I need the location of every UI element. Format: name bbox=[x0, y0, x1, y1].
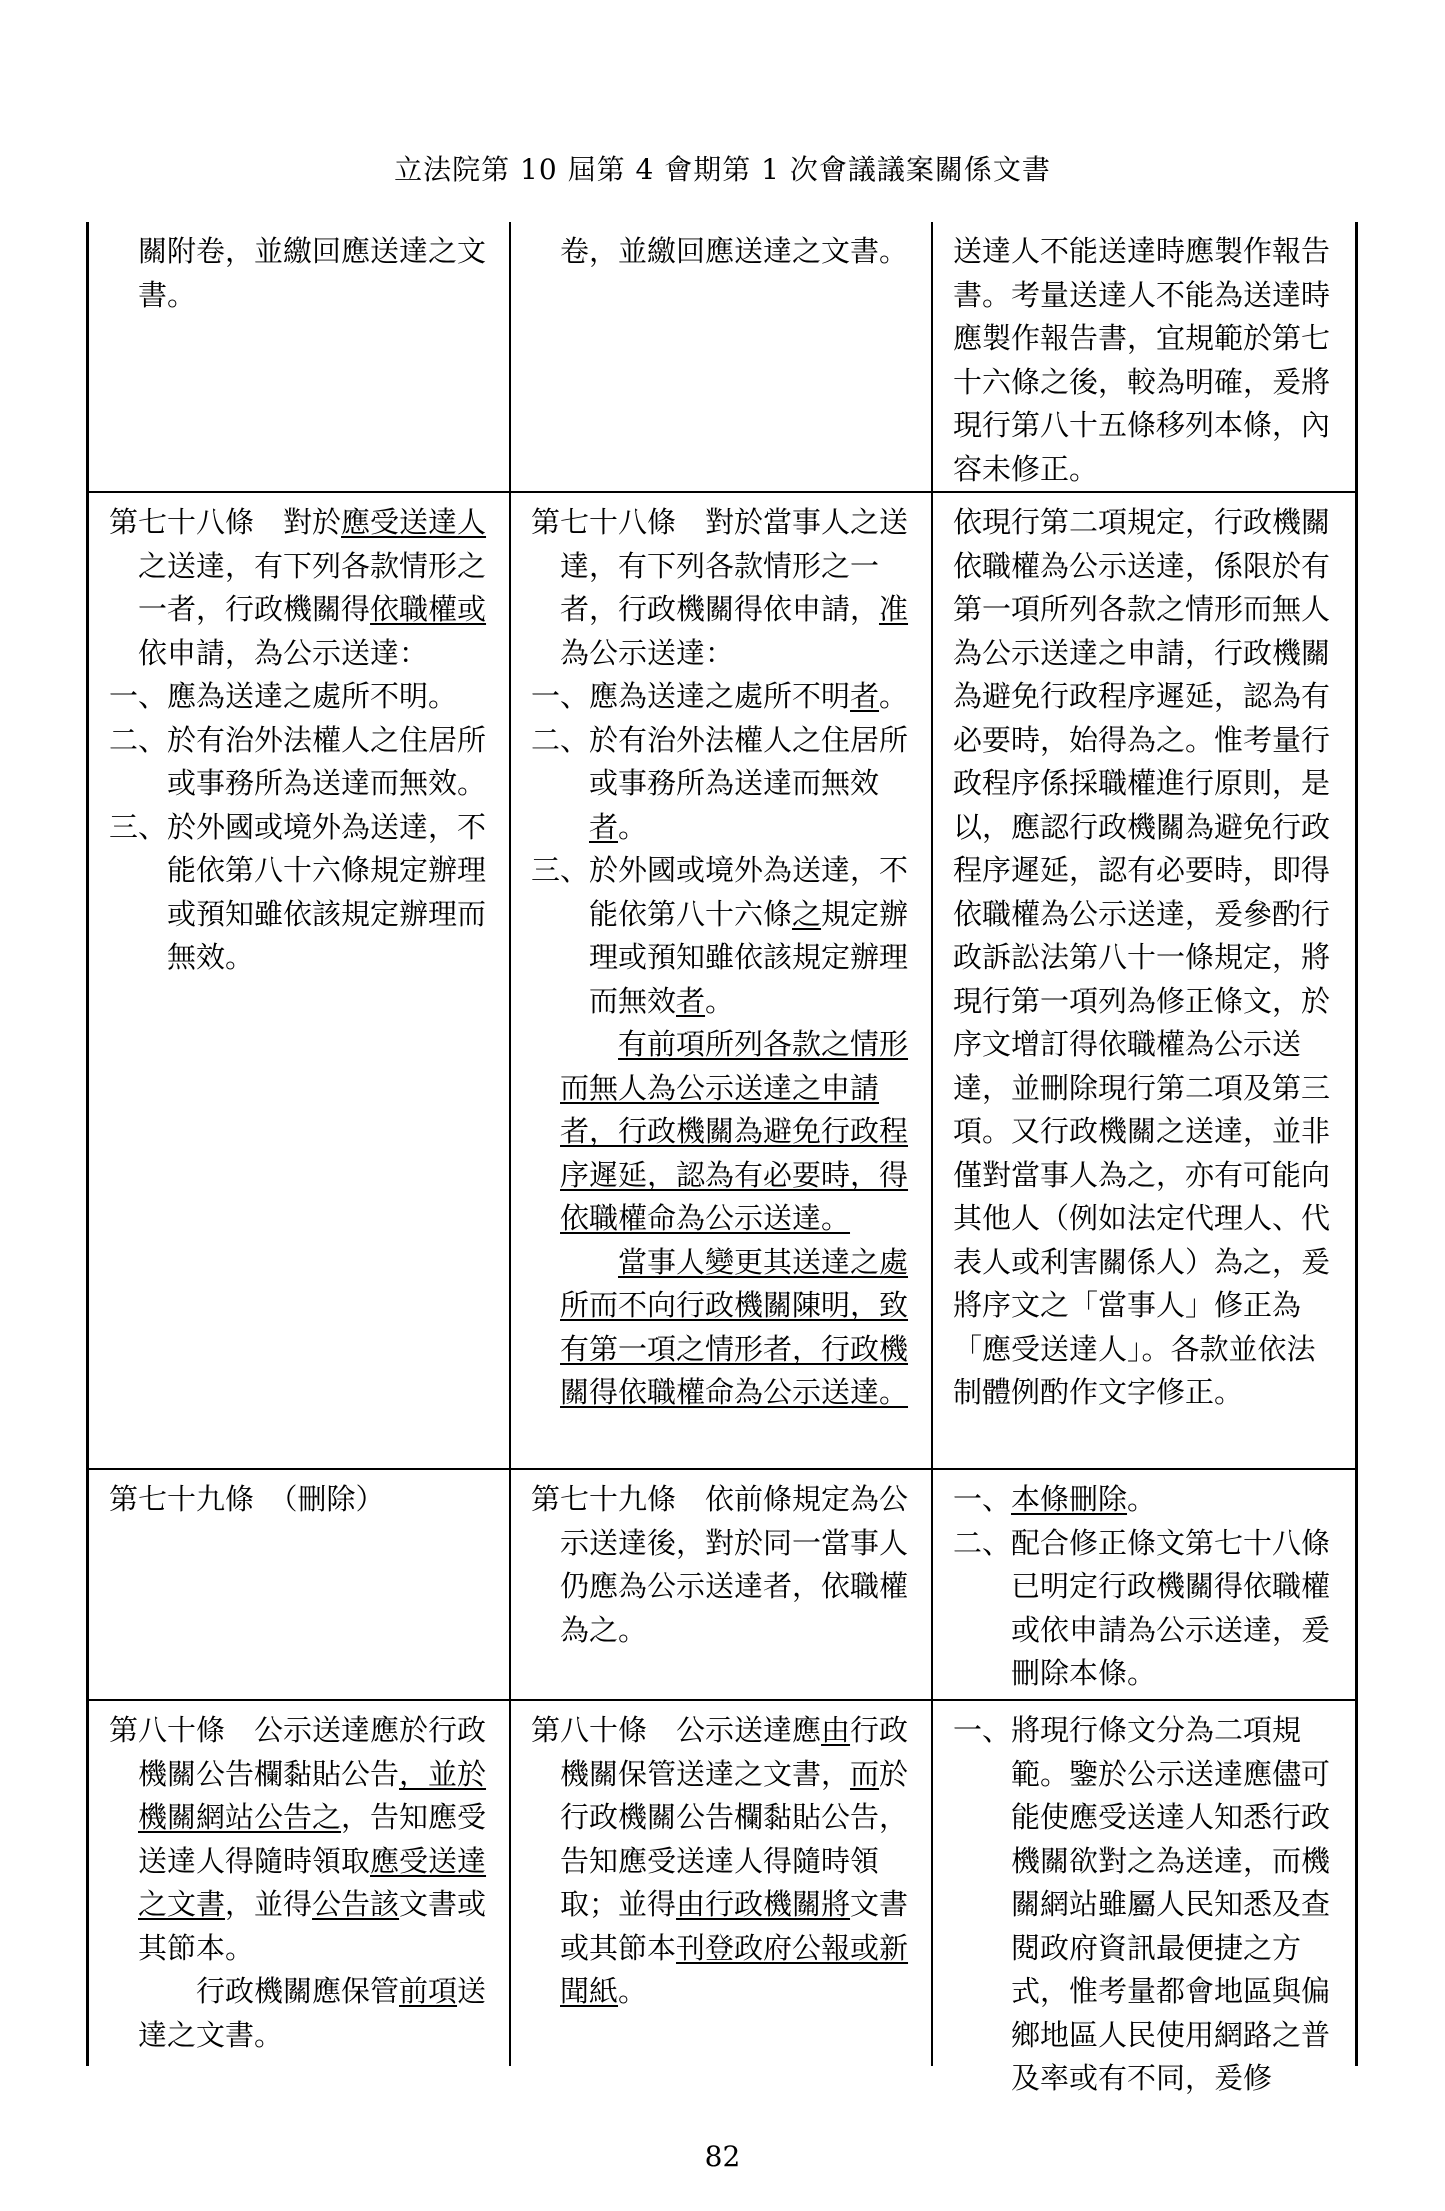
text-span: 。 bbox=[1127, 1482, 1157, 1516]
paragraph-3: 當事人變更其送達之處所而不向行政機關陳明，致有第一項之情形者，行政機關得依職權命為公示送達。 bbox=[560, 1244, 909, 1409]
explanation-cell bbox=[933, 1470, 1355, 1699]
explanation-cell bbox=[933, 493, 1355, 1468]
text-span: 行政機關保管送達之文書， bbox=[560, 1713, 909, 1791]
underlined-text: 刊登政府公報或新聞紙 bbox=[560, 1930, 909, 2008]
list-item: 二、配合修正條文第七十八條已明定行政機關得依職權或依申請為公示送達，爰刪除本條。 bbox=[953, 1525, 1331, 1690]
current-text-cell bbox=[511, 493, 933, 1468]
article-intro bbox=[531, 501, 915, 675]
amended-text-cell bbox=[89, 493, 511, 1468]
underlined-text: 者 bbox=[676, 983, 706, 1018]
text-span: 。 bbox=[879, 679, 909, 713]
article-paragraph bbox=[109, 1709, 493, 1970]
current-text-cell bbox=[511, 222, 933, 491]
text-span: 為公示送達： bbox=[560, 635, 735, 670]
table-row bbox=[89, 493, 1355, 1470]
underlined-text: 由行政機關將 bbox=[676, 1887, 851, 1921]
underlined-text: 應受送達之文書 bbox=[138, 1843, 487, 1921]
list-item bbox=[531, 719, 915, 850]
amended-text-cell bbox=[89, 1470, 511, 1699]
text-span: ，並得 bbox=[225, 1887, 313, 1921]
text-span: 。 bbox=[618, 809, 648, 844]
table-row bbox=[89, 1470, 1355, 1701]
cell-text: 第七十九條 依前條規定為公示送達後，對於同一當事人仍應為公示送達者，依職權為之。 bbox=[531, 1482, 909, 1647]
underlined-text: 之 bbox=[792, 896, 822, 931]
page-number: 82 bbox=[704, 2140, 741, 2173]
paragraph-block bbox=[531, 1023, 915, 1241]
text-span: 於行政機關公告欄黏貼公告，告知應受送達人得隨時領取；並得 bbox=[560, 1756, 909, 1921]
text-span: 第七十八條 對於 bbox=[109, 505, 342, 539]
text-span: 。 bbox=[618, 1974, 648, 2008]
list-item bbox=[953, 1478, 1339, 1522]
text-span: 依申請，為公示送達： bbox=[138, 635, 429, 670]
cell-text: 卷，並繳回應送達之文書。 bbox=[560, 234, 909, 268]
underlined-text: 應受送達人 bbox=[341, 505, 487, 539]
list-item: 一、應為送達之處所不明。 bbox=[109, 679, 458, 713]
text-span: 規定辦理或預知雖依該規定辦理而無效 bbox=[589, 896, 909, 1018]
article-intro bbox=[109, 501, 493, 675]
explanation-cell bbox=[933, 222, 1355, 491]
list-item: 一、將現行條文分為二項規範。鑒於公示送達應儘可能使應受送達人知悉行政機關欲對之為送達，而機關網站雖屬人民知悉及查閱政府資訊最便捷之方式，惟考量都會地區與偏鄉地區人民使用網路之普及率或有不同，爰修 bbox=[953, 1713, 1331, 2095]
text-span: 第七十八條 對於當事人之送達，有下列各款情形之一者，行政機關得依申請， bbox=[531, 505, 909, 626]
cell-text: 依現行第二項規定，行政機關依職權為公示送達，係限於有第一項所列各款之情形而無人為公示送達之申請，行政機關為避免行政程序遲延，認為有必要時，始得為之。惟考量行政程序係採職權進行原則，是以，應認行政機關為避免行政程序遲延，認有必要時，即得依職權為公示送達，爰參酌行政訴訟法第八十一條規定，將現行第一項列為修正條文，於序文增訂得依職權為公示送達，並刪除現行第二項及第三項。又行政機關之送達，並非僅對當事人為之，亦有可能向其他人（例如法定代理人、代表人或利害關係人）為之，爰將序文之「當事人」修正為「應受送達人」。各款並依法制體例酌作文字修正。 bbox=[953, 505, 1331, 1409]
text-span: 三、於外國或境外為送達，不能依第八十六條 bbox=[531, 853, 909, 931]
text-span: 第八十條 公示送達應於行政機關公告欄黏貼公告 bbox=[109, 1713, 487, 1791]
article-paragraph-2 bbox=[138, 1970, 493, 2057]
underlined-text: 者 bbox=[589, 809, 619, 844]
underlined-text: 由 bbox=[821, 1713, 851, 1747]
list-item bbox=[531, 675, 915, 719]
underlined-text: 前項 bbox=[399, 1974, 458, 2008]
underlined-text: 依職權或 bbox=[370, 592, 487, 626]
amended-text-cell bbox=[89, 1701, 511, 2066]
cell-text: 關附卷，並繳回應送達之文書。 bbox=[138, 234, 487, 312]
current-text-cell bbox=[511, 1701, 933, 2066]
underlined-text: 者 bbox=[850, 679, 880, 713]
article-paragraph bbox=[531, 1709, 915, 2014]
table-row bbox=[89, 1701, 1355, 2095]
text-span: 送達之文書。 bbox=[138, 1974, 487, 2052]
cell-text: 第七十九條 （刪除） bbox=[109, 1482, 385, 1516]
document-header: 立法院第 10 屆第 4 會期第 1 次會議議案關係文書 bbox=[394, 153, 1051, 186]
text-span: 文書或其節本。 bbox=[138, 1887, 487, 1965]
text-span: 一、應為送達之處所不明 bbox=[531, 679, 851, 713]
list-item: 三、於外國或境外為送達，不能依第八十六條規定辦理或預知雖依該規定辦理而無效。 bbox=[109, 809, 487, 974]
text-span: ，告知應受送達人得隨時領取 bbox=[138, 1800, 487, 1878]
underlined-text: 公告該 bbox=[312, 1887, 400, 1921]
list-item: 二、於有治外法權人之住居所或事務所為送達而無效。 bbox=[109, 722, 487, 800]
text-span: 。 bbox=[705, 983, 735, 1018]
paragraph-2: 有前項所列各款之情形而無人為公示送達之申請者，行政機關為避免行政程序遲延，認為有必要時，得依職權命為公示送達。 bbox=[560, 1027, 909, 1235]
cell-text: 送達人不能送達時應製作報告書。考量送達人不能為送達時應製作報告書，宜規範於第七十六條之後，較為明確，爰將現行第八十五條移列本條，內容未修正。 bbox=[953, 234, 1331, 486]
list-item bbox=[531, 849, 915, 1023]
text-span: 二、於有治外法權人之住居所或事務所為送達而無效 bbox=[531, 722, 909, 800]
underlined-text: ，並於機關網站公告之 bbox=[138, 1756, 487, 1834]
paragraph-block bbox=[109, 1970, 493, 2057]
text-span: 行政機關應保管 bbox=[196, 1974, 400, 2008]
table-row bbox=[89, 222, 1355, 493]
explanation-cell bbox=[933, 1701, 1355, 2095]
text-span: 之送達，有下列各款情形之一者，行政機關得 bbox=[138, 548, 487, 626]
text-span: 第八十條 公示送達應 bbox=[531, 1713, 822, 1747]
comparison-table bbox=[86, 222, 1358, 2095]
underlined-text: 准 bbox=[879, 592, 909, 626]
text-span: 文書或其節本 bbox=[560, 1887, 909, 1965]
current-text-cell bbox=[511, 1470, 933, 1699]
amended-text-cell bbox=[89, 222, 511, 491]
underlined-text: 而 bbox=[850, 1756, 880, 1791]
paragraph-block bbox=[531, 1241, 915, 1415]
text-span: 一、 bbox=[953, 1482, 1012, 1516]
underlined-text: 本條刪除 bbox=[1011, 1482, 1128, 1516]
